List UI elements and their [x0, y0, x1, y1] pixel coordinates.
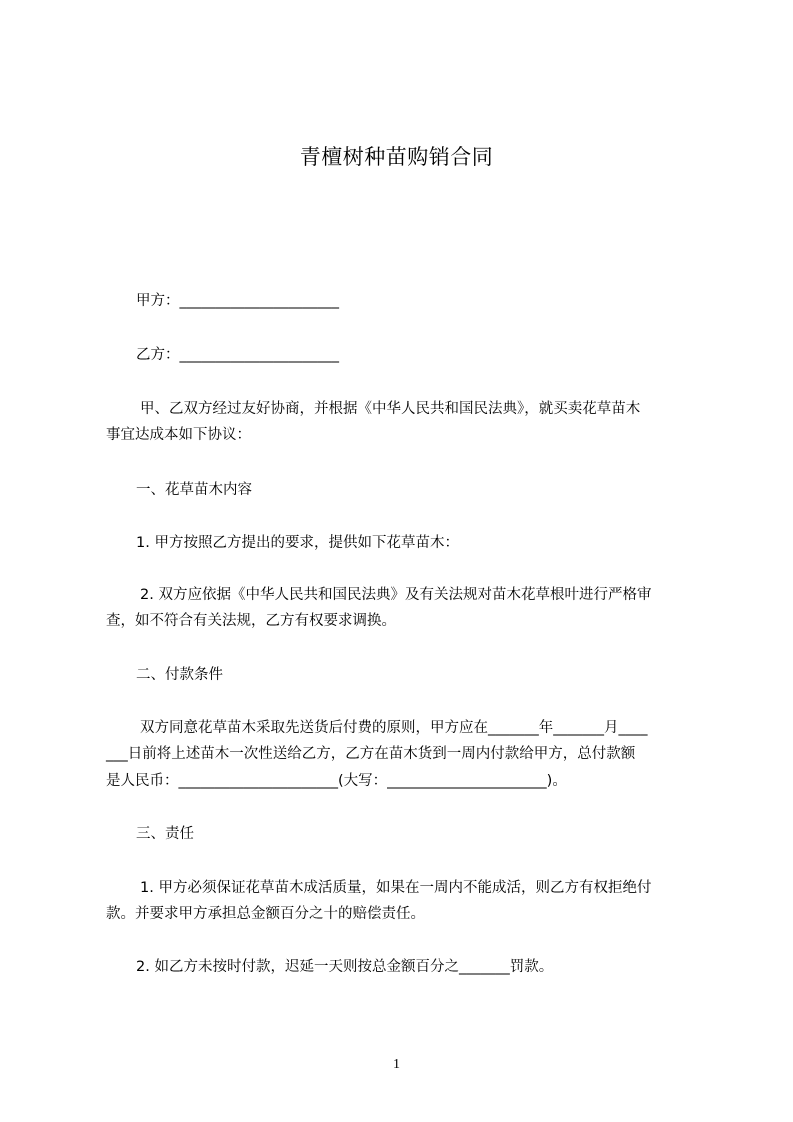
section-1-item-2-line-1: 2. 双方应依据《中华人民共和国民法典》及有关法规对苗木花草根叶进行严格审 [140, 587, 652, 603]
intro-paragraph-line-2: 事宜达成本如下协议： [106, 427, 251, 443]
section-3-heading: 三、责任 [136, 826, 194, 842]
section-2-line-1: 双方同意花草苗木采取先送货后付费的原则，甲方应在_______年_______月____ [140, 720, 648, 736]
intro-paragraph-line-1: 甲、乙双方经过友好协商，并根据《中华人民共和国民法典》，就买卖花草苗木 [140, 401, 641, 417]
party-b-line: 乙方：______________________ [136, 347, 339, 363]
section-3-item-2: 2. 如乙方未按时付款，迟延一天则按总金额百分之_______罚款。 [136, 959, 554, 975]
section-3-item-1-line-2: 款。并要求甲方承担总金额百分之十的赔偿责任。 [106, 906, 425, 922]
section-2-line-3: 是人民币：______________________(大写：______________________)。 [106, 773, 567, 789]
section-3-item-1-line-1: 1. 甲方必须保证花草苗木成活质量，如果在一周内不能成活，则乙方有权拒绝付 [140, 880, 652, 896]
page-number: 1 [393, 1057, 400, 1072]
section-2-line-2: ___日前将上述苗木一次性送给乙方，乙方在苗木货到一周内付款给甲方，总付款额 [106, 746, 636, 762]
section-1-heading: 一、花草苗木内容 [136, 482, 252, 498]
section-1-item-2-line-2: 查，如不符合有关法规，乙方有权要求调换。 [106, 613, 396, 629]
document-title: 青檀树种苗购销合同 [299, 145, 494, 169]
party-a-line: 甲方：______________________ [136, 293, 339, 309]
section-1-item-1: 1. 甲方按照乙方提出的要求，提供如下花草苗木： [136, 535, 459, 551]
section-2-heading: 二、付款条件 [136, 667, 223, 683]
